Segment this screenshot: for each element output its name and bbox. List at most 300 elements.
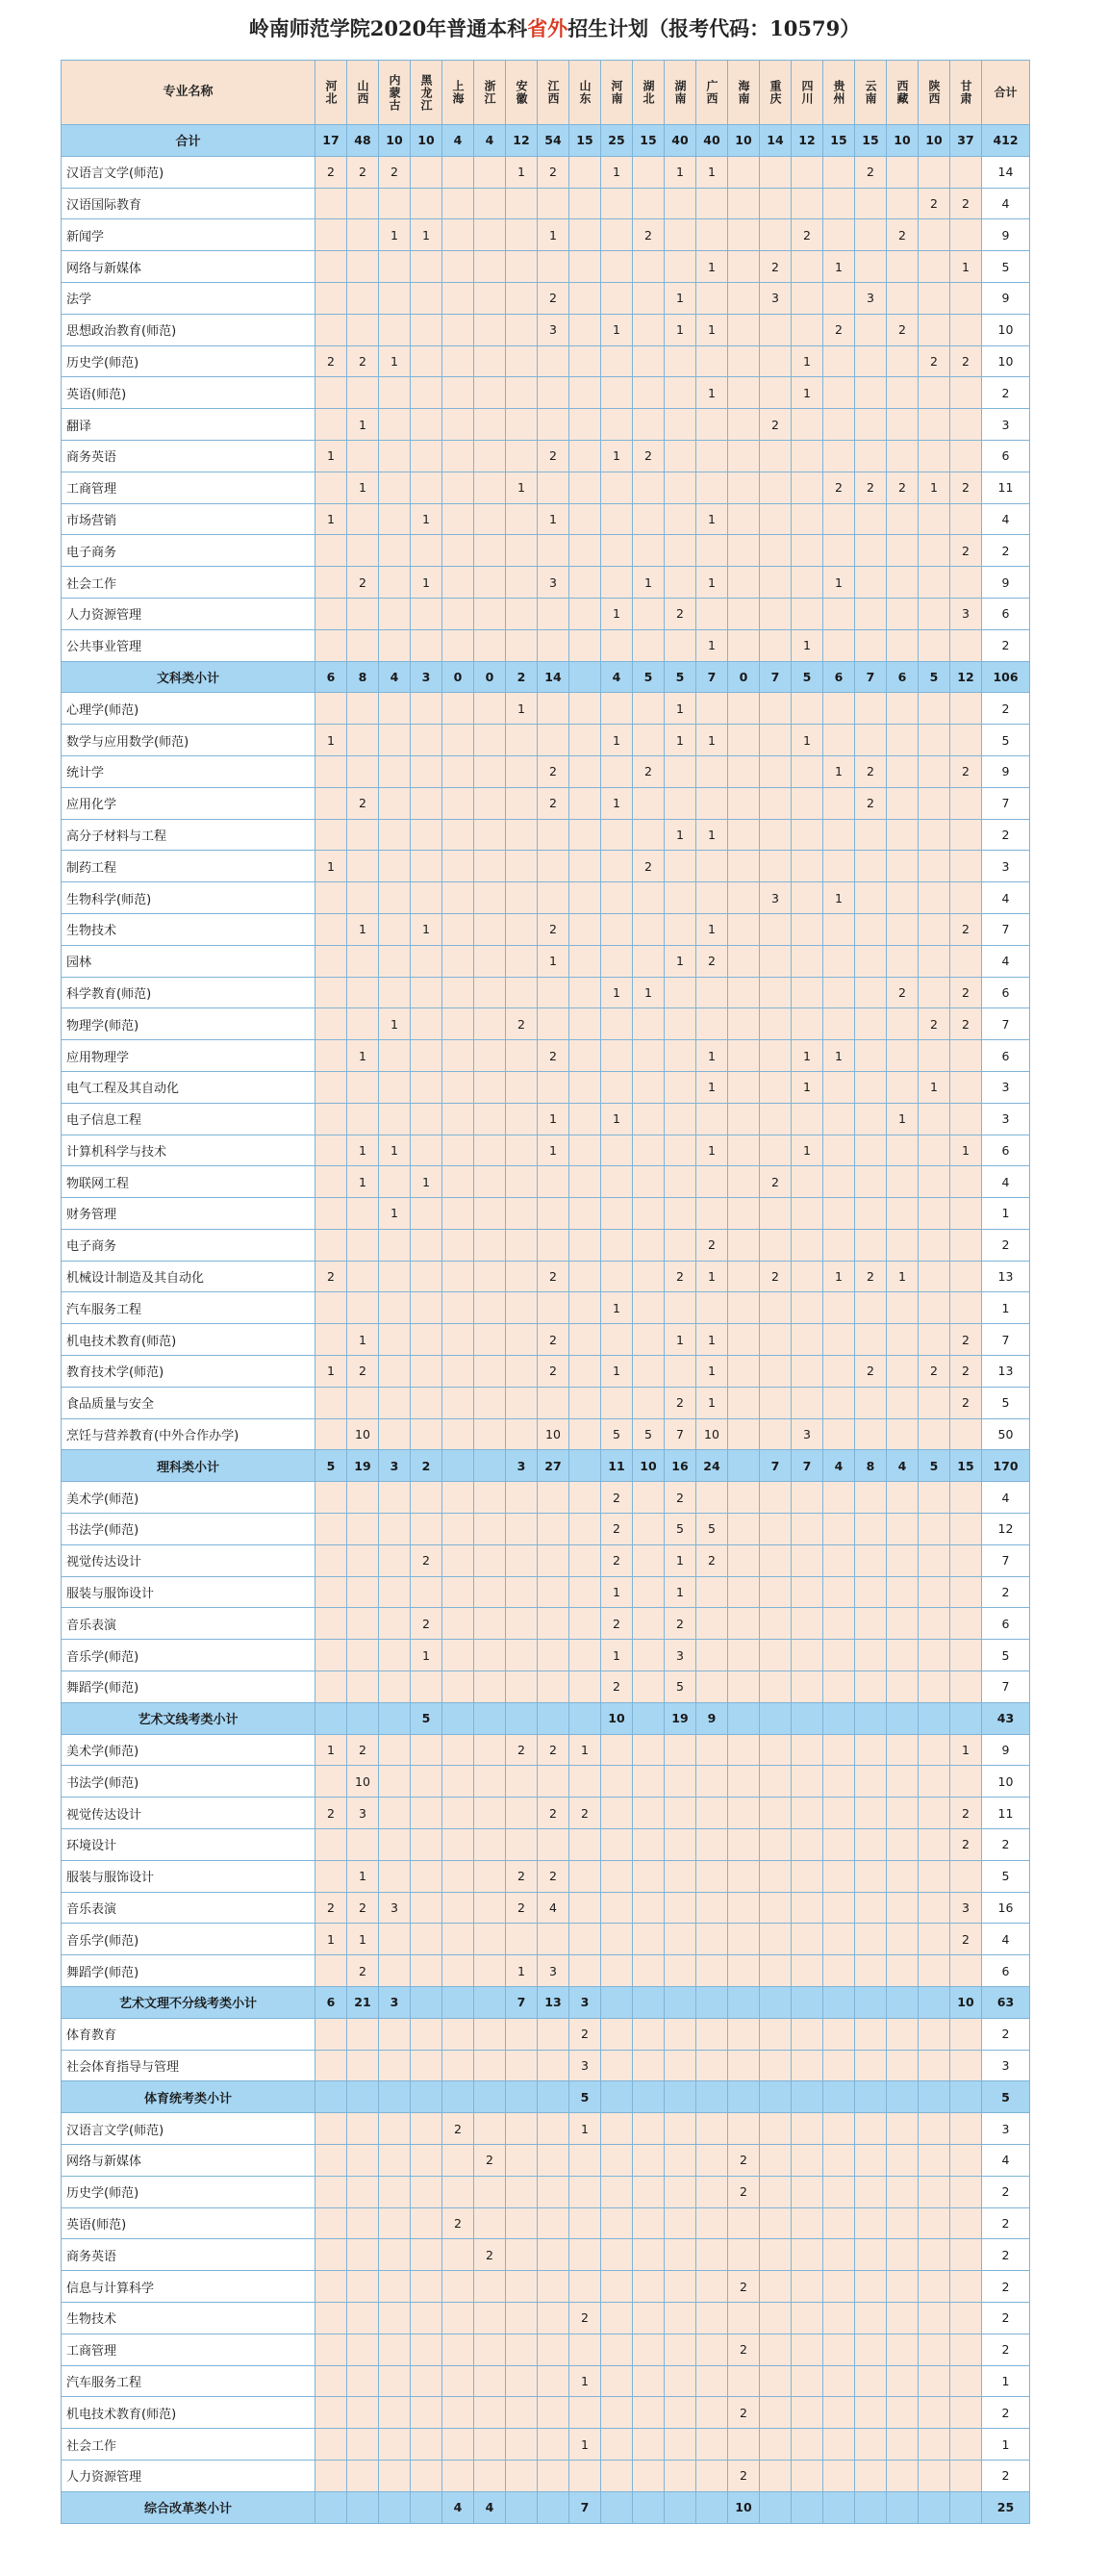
quota-cell [855, 2050, 887, 2081]
quota-cell [855, 1702, 887, 1734]
quota-cell [696, 2365, 728, 2397]
table-row [62, 2239, 1030, 2271]
quota-cell [347, 1103, 379, 1135]
quota-cell [379, 1955, 411, 1987]
quota-cell: 1 [792, 1071, 823, 1103]
major-name: 电子商务 [62, 535, 315, 567]
quota-cell [601, 472, 633, 503]
quota-cell: 1 [347, 1135, 379, 1166]
row-total: 3 [982, 851, 1030, 882]
quota-cell: 3 [506, 1450, 538, 1482]
header-province: 内蒙古 [379, 61, 411, 125]
quota-cell [950, 1103, 982, 1135]
major-name: 生物科学(师范) [62, 882, 315, 914]
quota-cell [411, 1514, 442, 1545]
quota-cell [950, 1860, 982, 1892]
quota-cell [887, 1734, 919, 1766]
quota-cell [855, 1166, 887, 1198]
quota-cell [633, 535, 665, 567]
quota-cell [347, 693, 379, 725]
major-name: 汽车服务工程 [62, 2365, 315, 2397]
quota-cell [442, 1135, 474, 1166]
quota-cell [855, 851, 887, 882]
quota-cell [919, 2397, 950, 2429]
quota-cell [855, 882, 887, 914]
quota-cell [506, 2239, 538, 2271]
quota-cell [665, 2397, 696, 2429]
quota-cell [506, 1829, 538, 1861]
table-row [62, 1798, 1030, 1829]
quota-cell [665, 219, 696, 251]
quota-cell: 1 [601, 725, 633, 756]
quota-cell [442, 345, 474, 377]
quota-cell: 4 [442, 125, 474, 157]
quota-cell [696, 1008, 728, 1040]
quota-cell [760, 1008, 792, 1040]
quota-cell [728, 755, 760, 787]
quota-cell: 1 [823, 755, 855, 787]
quota-cell [696, 1924, 728, 1955]
quota-cell [728, 1387, 760, 1418]
quota-cell [474, 2429, 506, 2461]
quota-cell [569, 2207, 601, 2239]
quota-cell: 1 [538, 1135, 569, 1166]
quota-cell [919, 2018, 950, 2050]
quota-cell [315, 755, 347, 787]
quota-cell: 2 [950, 472, 982, 503]
quota-cell [792, 787, 823, 819]
quota-cell [728, 1798, 760, 1829]
major-name: 音乐学(师范) [62, 1924, 315, 1955]
quota-cell [633, 2429, 665, 2461]
quota-cell: 2 [950, 977, 982, 1008]
quota-cell [855, 1008, 887, 1040]
quota-cell: 2 [855, 787, 887, 819]
quota-cell: 2 [665, 1482, 696, 1514]
quota-cell: 15 [855, 125, 887, 157]
quota-cell [792, 1955, 823, 1987]
quota-cell [633, 2176, 665, 2207]
table-row [62, 629, 1030, 661]
quota-cell: 2 [950, 345, 982, 377]
quota-cell [823, 1734, 855, 1766]
quota-cell [919, 1198, 950, 1230]
quota-cell [379, 2176, 411, 2207]
quota-cell: 2 [855, 1261, 887, 1292]
quota-cell [887, 2491, 919, 2523]
quota-cell [665, 1040, 696, 1072]
quota-cell [506, 1924, 538, 1955]
quota-cell [919, 567, 950, 599]
quota-cell [569, 1860, 601, 1892]
quota-cell [506, 1071, 538, 1103]
quota-cell [760, 345, 792, 377]
header-province: 甘肃 [950, 61, 982, 125]
quota-cell: 1 [506, 693, 538, 725]
quota-cell: 1 [601, 1640, 633, 1671]
quota-cell [665, 1860, 696, 1892]
quota-cell [696, 2050, 728, 2081]
quota-cell [728, 1544, 760, 1576]
quota-cell: 2 [347, 345, 379, 377]
major-name: 教育技术学(师范) [62, 1356, 315, 1388]
quota-cell [538, 1924, 569, 1955]
quota-cell [315, 1766, 347, 1798]
quota-cell: 2 [792, 219, 823, 251]
quota-cell [823, 1892, 855, 1924]
quota-cell [315, 535, 347, 567]
quota-cell [538, 1229, 569, 1261]
row-total: 3 [982, 2113, 1030, 2145]
quota-cell [792, 503, 823, 535]
quota-cell [442, 819, 474, 851]
quota-cell [379, 251, 411, 283]
subtotal-row [62, 2491, 1030, 2523]
quota-cell: 10 [601, 1702, 633, 1734]
quota-cell [823, 409, 855, 441]
quota-cell [950, 2081, 982, 2113]
major-name: 合计 [62, 125, 315, 157]
quota-cell [315, 1418, 347, 1450]
quota-cell [950, 2397, 982, 2429]
quota-cell [411, 1576, 442, 1608]
quota-cell [315, 693, 347, 725]
quota-cell [474, 725, 506, 756]
quota-cell: 25 [601, 125, 633, 157]
major-name: 综合改革类小计 [62, 2491, 315, 2523]
quota-cell [379, 819, 411, 851]
quota-cell [665, 440, 696, 472]
quota-cell [601, 629, 633, 661]
quota-cell [855, 535, 887, 567]
quota-cell [665, 882, 696, 914]
quota-cell [792, 2018, 823, 2050]
quota-cell [569, 2239, 601, 2271]
quota-cell [855, 2081, 887, 2113]
quota-cell [887, 755, 919, 787]
quota-cell [823, 1860, 855, 1892]
table-row [62, 2113, 1030, 2145]
quota-cell [728, 1608, 760, 1640]
quota-cell [950, 819, 982, 851]
quota-cell [792, 1640, 823, 1671]
quota-cell: 1 [347, 1860, 379, 1892]
quota-cell [887, 882, 919, 914]
quota-cell [442, 472, 474, 503]
quota-cell [887, 2113, 919, 2145]
quota-cell [379, 440, 411, 472]
quota-cell [474, 188, 506, 219]
quota-cell [665, 913, 696, 945]
quota-cell [887, 1135, 919, 1166]
quota-cell [919, 1608, 950, 1640]
quota-cell [855, 598, 887, 629]
quota-cell [569, 1892, 601, 1924]
quota-cell [538, 1166, 569, 1198]
quota-cell: 1 [696, 1071, 728, 1103]
quota-cell [442, 1324, 474, 1356]
quota-cell: 5 [665, 1514, 696, 1545]
quota-cell [442, 882, 474, 914]
quota-cell: 2 [538, 1798, 569, 1829]
header-province: 重庆 [760, 61, 792, 125]
quota-cell [887, 819, 919, 851]
quota-cell [474, 2334, 506, 2365]
quota-cell [633, 409, 665, 441]
quota-cell: 2 [506, 1734, 538, 1766]
quota-cell [633, 2081, 665, 2113]
quota-cell [601, 1829, 633, 1861]
quota-cell [823, 1798, 855, 1829]
quota-cell [315, 1008, 347, 1040]
quota-cell [950, 1418, 982, 1450]
quota-cell [792, 851, 823, 882]
quota-cell [919, 693, 950, 725]
quota-cell [569, 693, 601, 725]
major-name: 历史学(师范) [62, 2176, 315, 2207]
quota-cell [887, 156, 919, 188]
quota-cell [792, 1482, 823, 1514]
quota-cell [792, 2365, 823, 2397]
quota-cell [474, 1829, 506, 1861]
quota-cell [411, 2491, 442, 2523]
quota-cell [315, 314, 347, 345]
quota-cell [601, 2271, 633, 2303]
quota-cell [950, 156, 982, 188]
quota-cell [792, 2460, 823, 2491]
quota-cell [665, 1103, 696, 1135]
quota-cell [601, 409, 633, 441]
quota-cell [792, 567, 823, 599]
quota-cell [823, 1702, 855, 1734]
quota-cell [665, 2460, 696, 2491]
quota-cell [950, 1702, 982, 1734]
quota-cell [919, 629, 950, 661]
quota-cell [855, 251, 887, 283]
quota-cell: 1 [665, 314, 696, 345]
table-row [62, 819, 1030, 851]
quota-cell [315, 409, 347, 441]
quota-cell [919, 314, 950, 345]
quota-cell [506, 1040, 538, 1072]
quota-cell [633, 377, 665, 409]
quota-cell [442, 1040, 474, 1072]
quota-cell [315, 2113, 347, 2145]
quota-cell [601, 1924, 633, 1955]
major-name: 翻译 [62, 409, 315, 441]
header-province: 河南 [601, 61, 633, 125]
quota-cell: 2 [855, 1356, 887, 1388]
quota-cell [379, 2302, 411, 2334]
quota-cell [823, 1103, 855, 1135]
quota-cell [347, 851, 379, 882]
quota-cell [728, 2050, 760, 2081]
quota-cell [633, 819, 665, 851]
quota-cell [379, 1103, 411, 1135]
quota-cell: 0 [728, 661, 760, 693]
quota-cell: 10 [950, 1987, 982, 2019]
quota-cell [411, 1482, 442, 1514]
quota-cell: 2 [601, 1482, 633, 1514]
quota-cell [442, 2365, 474, 2397]
quota-cell: 2 [538, 282, 569, 314]
quota-cell [506, 2145, 538, 2177]
row-total: 9 [982, 567, 1030, 599]
major-name: 美术学(师范) [62, 1734, 315, 1766]
quota-cell [411, 882, 442, 914]
quota-cell [919, 1671, 950, 1703]
table-row [62, 1482, 1030, 1514]
quota-cell [919, 2491, 950, 2523]
table-row [62, 945, 1030, 977]
quota-cell [823, 2145, 855, 2177]
quota-cell [728, 1640, 760, 1671]
quota-cell [601, 913, 633, 945]
quota-cell [887, 2334, 919, 2365]
quota-cell [792, 598, 823, 629]
enrollment-table [61, 60, 1030, 2524]
quota-cell: 2 [919, 188, 950, 219]
quota-cell [823, 1418, 855, 1450]
quota-cell: 1 [696, 377, 728, 409]
quota-cell: 2 [538, 913, 569, 945]
quota-cell: 1 [601, 1356, 633, 1388]
quota-cell [474, 945, 506, 977]
quota-cell [411, 472, 442, 503]
quota-cell [411, 1135, 442, 1166]
quota-cell [379, 2081, 411, 2113]
quota-cell [474, 1671, 506, 1703]
quota-cell [315, 1071, 347, 1103]
quota-cell [887, 2460, 919, 2491]
quota-cell [506, 755, 538, 787]
quota-cell [347, 1544, 379, 1576]
quota-cell [506, 725, 538, 756]
quota-cell: 3 [855, 282, 887, 314]
quota-cell [760, 913, 792, 945]
page-title [0, 0, 1109, 58]
quota-cell [411, 2397, 442, 2429]
quota-cell [442, 1198, 474, 1230]
quota-cell: 2 [887, 314, 919, 345]
quota-cell [379, 2491, 411, 2523]
quota-cell [760, 1229, 792, 1261]
quota-cell [696, 2239, 728, 2271]
quota-cell [411, 2460, 442, 2491]
table-row [62, 2176, 1030, 2207]
quota-cell [855, 1671, 887, 1703]
quota-cell [728, 1198, 760, 1230]
quota-cell: 1 [569, 2365, 601, 2397]
quota-cell [347, 1387, 379, 1418]
quota-cell: 2 [474, 2239, 506, 2271]
quota-cell [919, 2081, 950, 2113]
quota-cell [855, 2113, 887, 2145]
quota-cell [569, 1324, 601, 1356]
quota-cell [315, 1829, 347, 1861]
quota-cell [760, 755, 792, 787]
table-row [62, 1608, 1030, 1640]
quota-cell [887, 787, 919, 819]
quota-cell [855, 1071, 887, 1103]
quota-cell [347, 1198, 379, 1230]
quota-cell: 1 [633, 567, 665, 599]
quota-cell [728, 1040, 760, 1072]
quota-cell [474, 1544, 506, 1576]
quota-cell: 2 [347, 1356, 379, 1388]
major-name: 艺术文线考类小计 [62, 1702, 315, 1734]
quota-cell [950, 2113, 982, 2145]
quota-cell [474, 598, 506, 629]
row-total: 7 [982, 787, 1030, 819]
quota-cell: 9 [696, 1702, 728, 1734]
quota-cell [823, 188, 855, 219]
quota-cell [760, 567, 792, 599]
subtotal-row [62, 1450, 1030, 1482]
table-row [62, 787, 1030, 819]
quota-cell [950, 1071, 982, 1103]
quota-cell [792, 2207, 823, 2239]
quota-cell [919, 1387, 950, 1418]
quota-cell: 3 [950, 598, 982, 629]
quota-cell [887, 2207, 919, 2239]
table-row [62, 1892, 1030, 1924]
quota-cell: 2 [823, 314, 855, 345]
quota-cell [538, 472, 569, 503]
quota-cell [538, 1702, 569, 1734]
quota-cell [474, 1576, 506, 1608]
quota-cell [950, 1292, 982, 1324]
quota-cell: 1 [347, 1924, 379, 1955]
quota-cell [665, 251, 696, 283]
row-total: 1 [982, 1198, 1030, 1230]
quota-cell [855, 1860, 887, 1892]
quota-cell [506, 1418, 538, 1450]
quota-cell [569, 1387, 601, 1418]
quota-cell [855, 1608, 887, 1640]
quota-cell [633, 1892, 665, 1924]
quota-cell [728, 1924, 760, 1955]
quota-cell: 15 [950, 1450, 982, 1482]
quota-cell [538, 1008, 569, 1040]
quota-cell [665, 2429, 696, 2461]
quota-cell [823, 2050, 855, 2081]
quota-cell: 1 [538, 219, 569, 251]
quota-cell [474, 1040, 506, 1072]
quota-cell [855, 314, 887, 345]
quota-cell [887, 2081, 919, 2113]
major-name: 电气工程及其自动化 [62, 1071, 315, 1103]
quota-cell: 10 [347, 1418, 379, 1450]
quota-cell: 1 [696, 156, 728, 188]
quota-cell [760, 2302, 792, 2334]
quota-cell [347, 2460, 379, 2491]
quota-cell [379, 1734, 411, 1766]
quota-cell [347, 1829, 379, 1861]
quota-cell [538, 2429, 569, 2461]
quota-cell [569, 1640, 601, 1671]
quota-cell [728, 1324, 760, 1356]
quota-cell [506, 1198, 538, 1230]
quota-cell [760, 1734, 792, 1766]
quota-cell [474, 2018, 506, 2050]
table-row [62, 1008, 1030, 1040]
quota-cell [506, 945, 538, 977]
quota-cell: 1 [665, 725, 696, 756]
quota-cell [665, 567, 696, 599]
quota-cell [760, 2491, 792, 2523]
table-row [62, 2365, 1030, 2397]
